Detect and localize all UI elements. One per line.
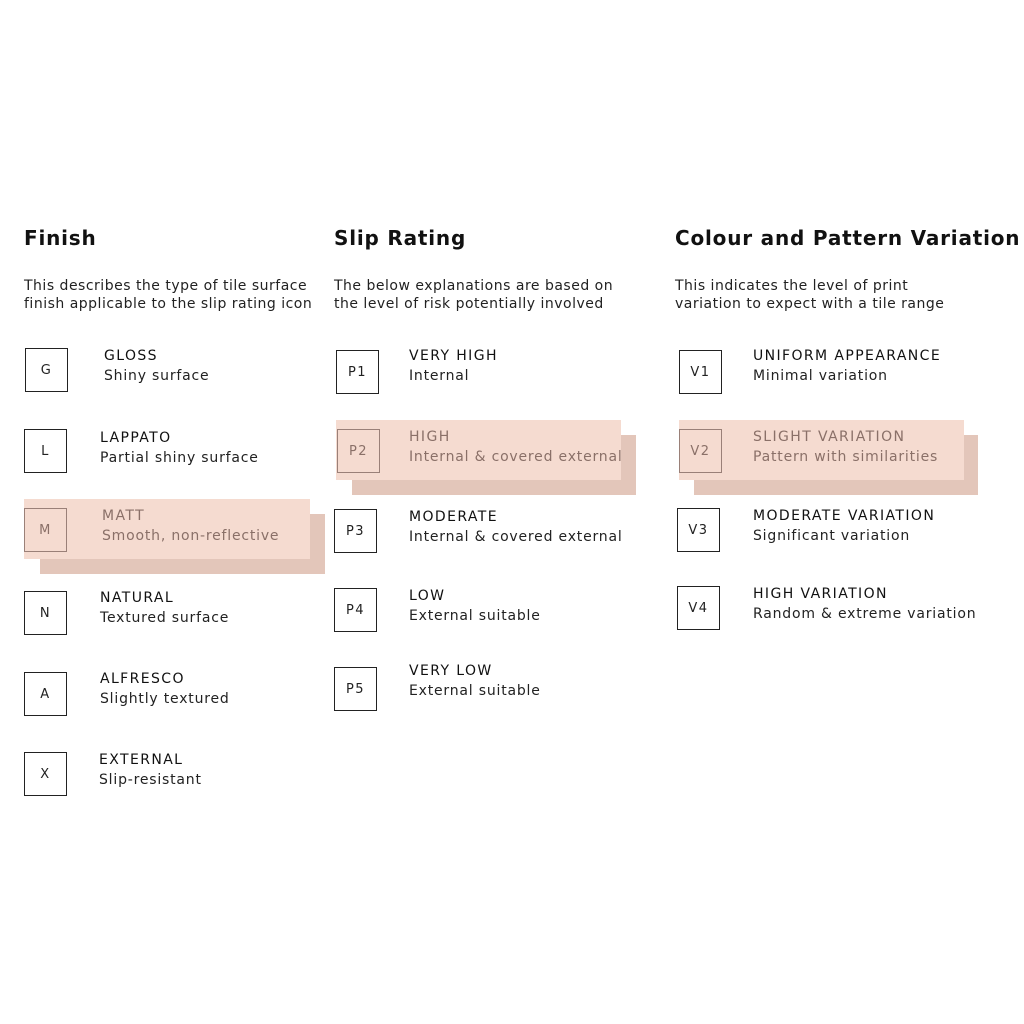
finish-item-matt	[24, 508, 334, 554]
colour-item-v2	[675, 429, 985, 475]
colour-item-name: UNIFORM APPEARANCE	[753, 348, 942, 364]
finish-item-name: MATT	[102, 508, 146, 524]
finish-item-desc: Shiny surface	[104, 368, 210, 384]
colour-item-desc: Pattern with similarities	[753, 449, 939, 465]
colour-item-name: SLIGHT VARIATION	[753, 429, 906, 445]
slip-code-badge: P4	[334, 588, 377, 632]
colour-item-desc: Minimal variation	[753, 368, 888, 384]
slip-item-p5	[334, 663, 644, 713]
colour-code-badge: V4	[677, 586, 720, 630]
colour-heading: Colour and Pattern Variation	[675, 226, 1021, 250]
slip-item-p1	[334, 350, 644, 396]
colour-code-badge: V1	[679, 350, 722, 394]
finish-heading: Finish	[24, 226, 97, 250]
slip-item-name: MODERATE	[409, 509, 498, 525]
finish-item-name: GLOSS	[104, 348, 158, 364]
finish-description: This describes the type of tile surface finish applicable to the slip rating icon	[24, 278, 313, 312]
slip-item-desc: Internal	[409, 368, 470, 384]
finish-code-badge: X	[24, 752, 67, 796]
finish-code-badge: L	[24, 429, 67, 473]
finish-code-badge: A	[24, 672, 67, 716]
finish-item-gloss	[24, 348, 334, 394]
finish-item-lappato	[24, 429, 334, 475]
slip-code-badge: P3	[334, 509, 377, 553]
slip-item-desc: Internal & covered external	[409, 529, 623, 545]
slip-item-name: HIGH	[409, 429, 451, 445]
colour-item-desc: Random & extreme variation	[753, 606, 977, 622]
slip-item-name: LOW	[409, 588, 446, 604]
slip-code-badge: P1	[336, 350, 379, 394]
slip-item-name: VERY HIGH	[409, 348, 498, 364]
finish-item-name: ALFRESCO	[100, 671, 185, 687]
colour-code-badge: V2	[679, 429, 722, 473]
colour-description: This indicates the level of print variation to expect with a tile range	[675, 278, 945, 312]
slip-item-name: VERY LOW	[409, 663, 493, 679]
finish-item-desc: Textured surface	[100, 610, 230, 626]
colour-item-v4	[675, 586, 985, 632]
slip-item-desc: External suitable	[409, 683, 541, 699]
finish-item-external	[24, 752, 334, 798]
finish-item-desc: Partial shiny surface	[100, 450, 259, 466]
slip-item-p2	[334, 429, 644, 475]
slip-item-p3	[334, 509, 644, 555]
slip-item-p4	[334, 588, 644, 634]
finish-item-natural	[24, 591, 334, 637]
slip-code-badge: P2	[337, 429, 380, 473]
finish-item-name: EXTERNAL	[99, 752, 184, 768]
finish-item-desc: Slightly textured	[100, 691, 230, 707]
colour-code-badge: V3	[677, 508, 720, 552]
finish-item-name: NATURAL	[100, 590, 175, 606]
finish-item-desc: Smooth, non-reflective	[102, 528, 280, 544]
slip-description: The below explanations are based on the level of risk potentially involved	[334, 278, 614, 312]
slip-heading: Slip Rating	[334, 226, 467, 250]
colour-item-v3	[675, 508, 985, 554]
colour-item-v1	[675, 350, 985, 396]
finish-item-alfresco	[24, 672, 334, 718]
slip-item-desc: External suitable	[409, 608, 541, 624]
slip-code-badge: P5	[334, 667, 377, 711]
finish-code-badge: M	[24, 508, 67, 552]
slip-item-desc: Internal & covered external	[409, 449, 623, 465]
finish-item-desc: Slip-resistant	[99, 772, 202, 788]
finish-code-badge: G	[25, 348, 68, 392]
colour-item-name: HIGH VARIATION	[753, 586, 888, 602]
colour-item-desc: Significant variation	[753, 528, 911, 544]
finish-code-badge: N	[24, 591, 67, 635]
colour-item-name: MODERATE VARIATION	[753, 508, 936, 524]
finish-item-name: LAPPATO	[100, 430, 172, 446]
